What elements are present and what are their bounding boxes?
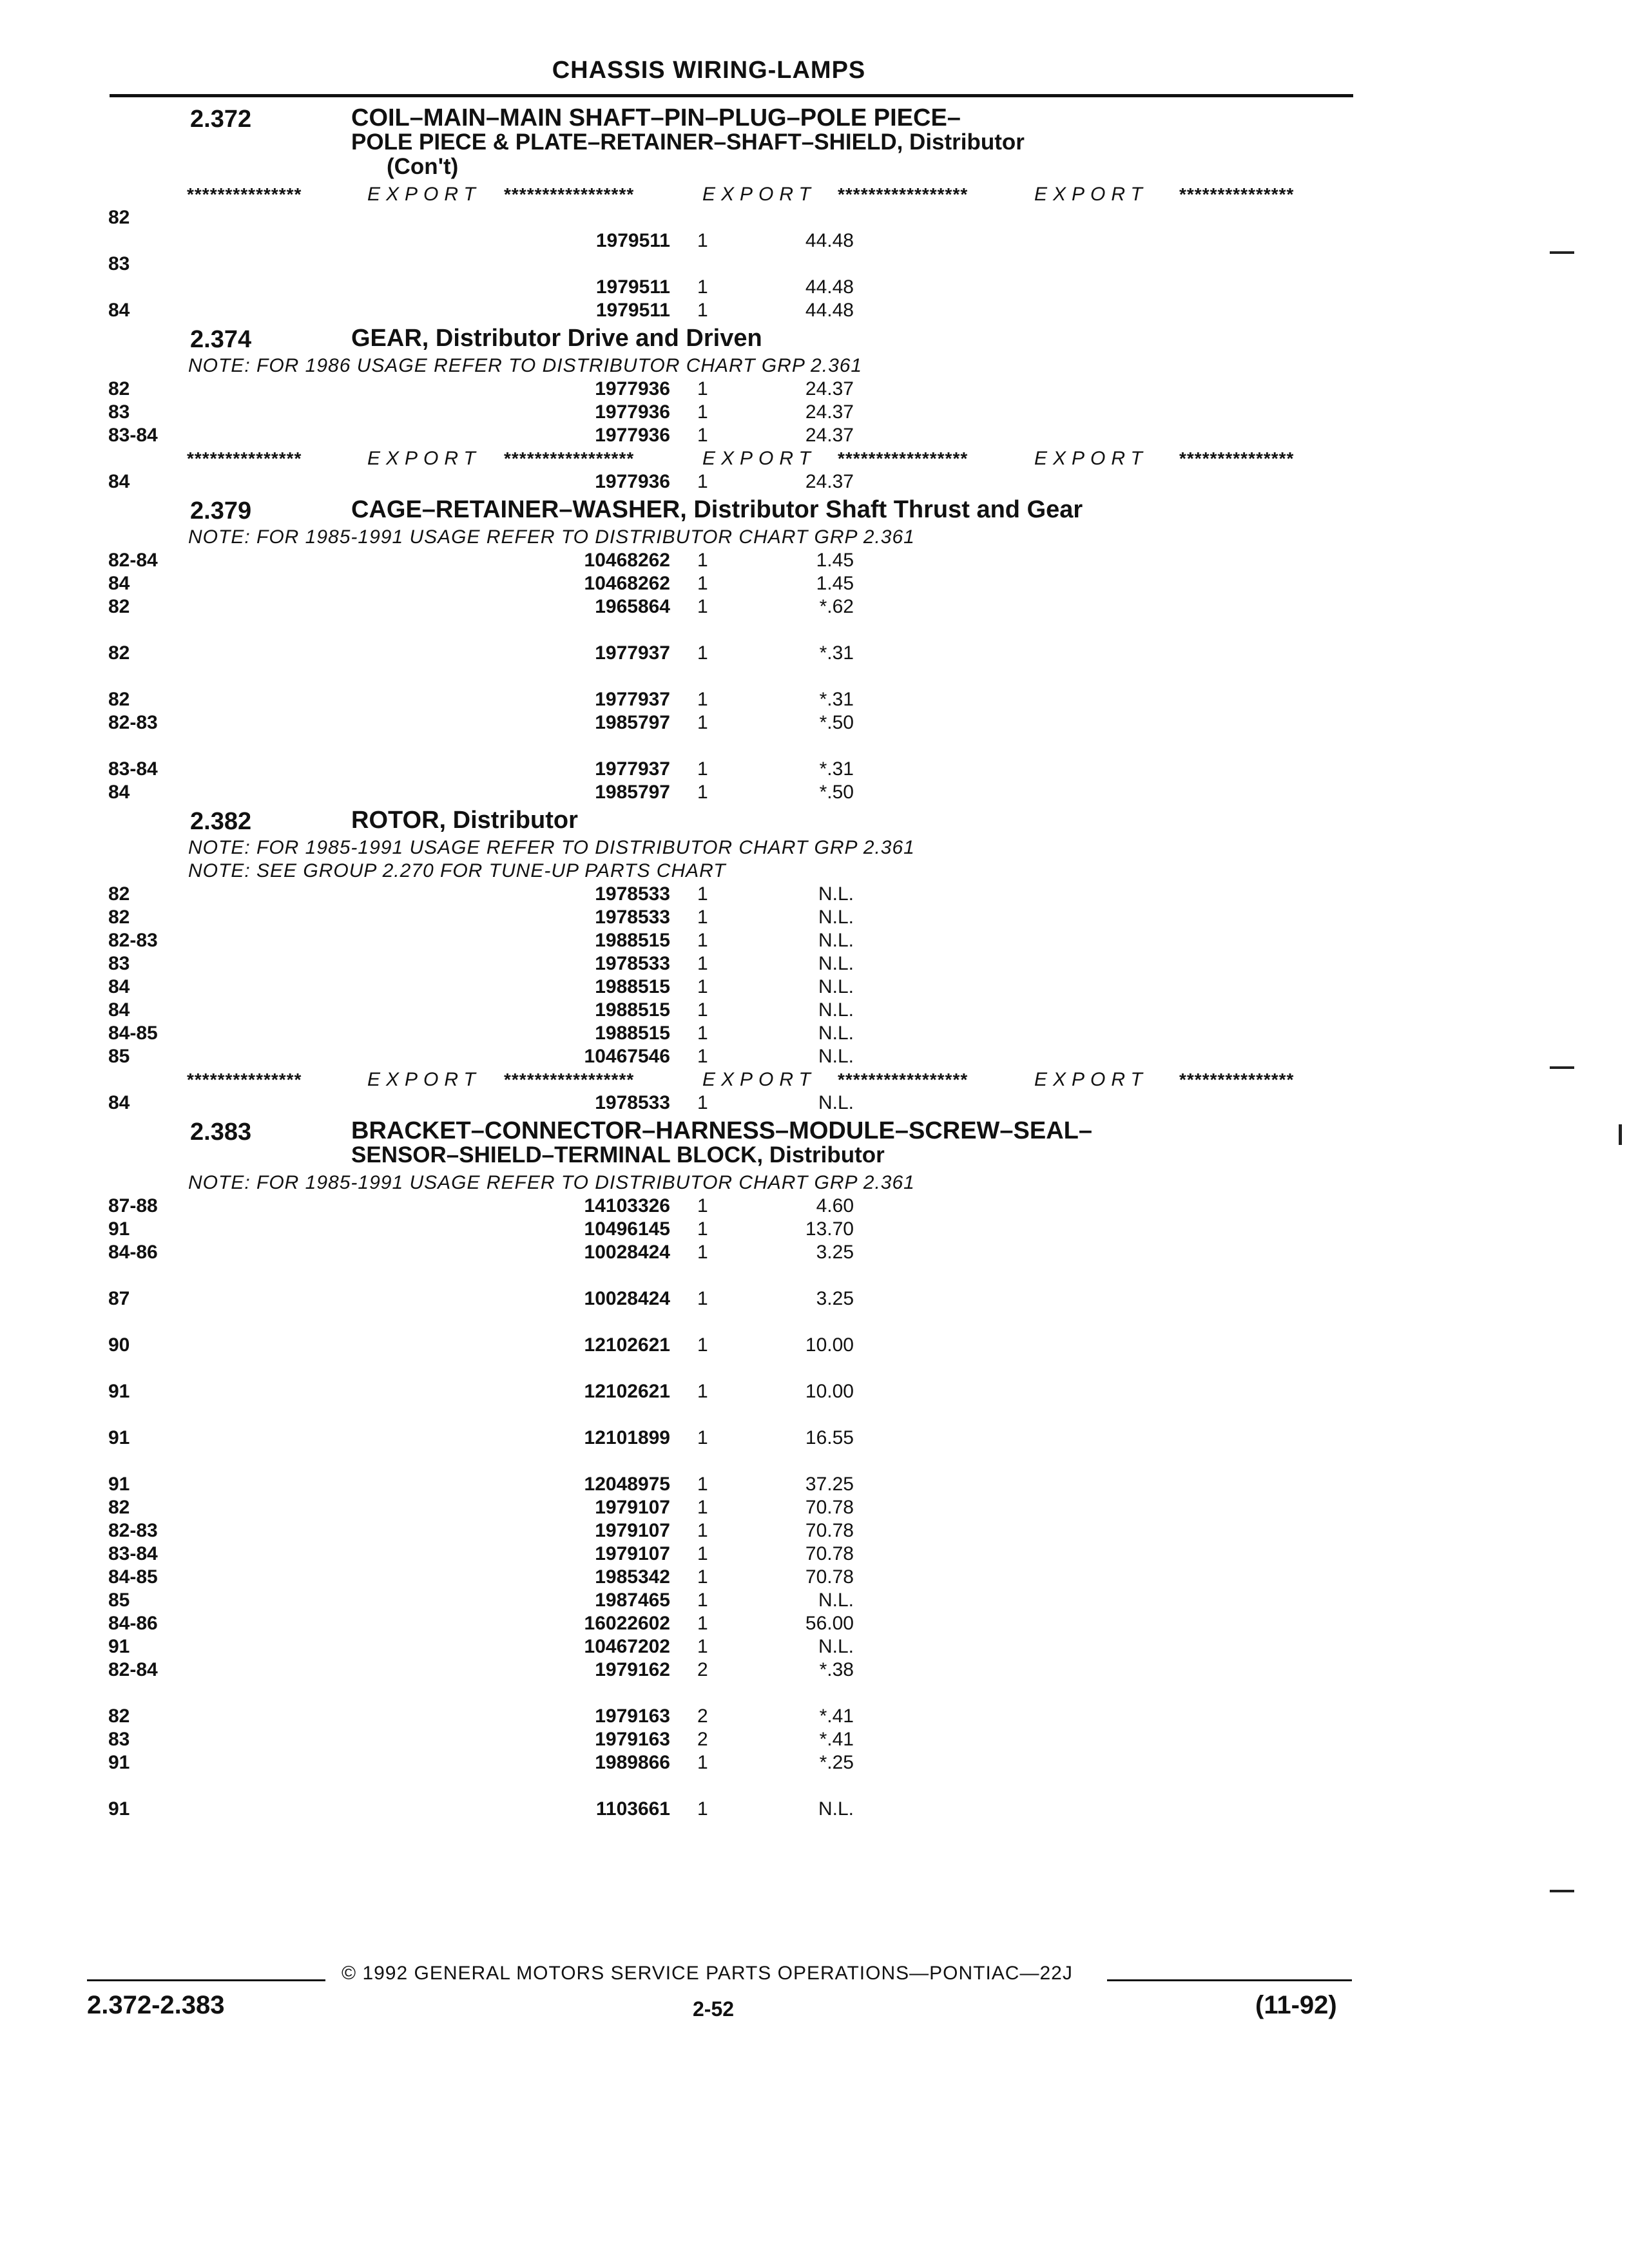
- part-number: 1977937: [595, 689, 670, 710]
- footer-section-range: 2.372-2.383: [87, 1991, 225, 2019]
- model-year: 82-83: [108, 930, 158, 951]
- price: *.31: [819, 758, 854, 780]
- margin-mark: [1550, 251, 1574, 254]
- price: 56.00: [805, 1613, 854, 1634]
- price: *.41: [819, 1729, 854, 1750]
- part-row: [0, 1091, 1629, 1115]
- part-number: 1977936: [595, 471, 670, 492]
- part-row: [0, 595, 1629, 642]
- quantity: 1: [697, 573, 708, 594]
- model-year: 82-83: [108, 712, 158, 733]
- price: N.L.: [818, 1636, 854, 1657]
- export-label: EXPORT: [1034, 184, 1148, 205]
- price: 44.48: [805, 276, 854, 298]
- model-year: 82: [108, 378, 130, 399]
- quantity: 1: [697, 1218, 708, 1240]
- part-row: [0, 253, 1629, 299]
- price: 4.60: [816, 1195, 854, 1216]
- part-row: [0, 758, 1629, 781]
- export-label: EXPORT: [367, 448, 481, 469]
- quantity: 1: [697, 425, 708, 446]
- model-year: 91: [108, 1427, 130, 1448]
- section-title-line: COIL–MAIN–MAIN SHAFT–PIN–PLUG–POLE PIECE–: [351, 104, 961, 131]
- part-number: 1988515: [595, 976, 670, 997]
- part-number: 1979163: [595, 1706, 670, 1727]
- part-row: [0, 1635, 1629, 1658]
- model-year: 87-88: [108, 1195, 158, 1216]
- part-number: 1979511: [595, 276, 670, 298]
- export-divider: [0, 183, 1629, 206]
- quantity: 1: [697, 1798, 708, 1820]
- part-number: 1978533: [595, 883, 670, 905]
- part-number: 1979107: [595, 1497, 670, 1518]
- quantity: 1: [697, 1381, 708, 1402]
- part-row: [0, 883, 1629, 906]
- model-year: 82: [108, 642, 130, 664]
- model-year: 85: [108, 1046, 130, 1067]
- quantity: 1: [697, 999, 708, 1021]
- part-number: 16022602: [584, 1613, 670, 1634]
- price: 13.70: [805, 1218, 854, 1240]
- part-number: 10468262: [584, 550, 670, 571]
- price: 3.25: [816, 1242, 854, 1263]
- price: *.41: [819, 1706, 854, 1727]
- part-row: [0, 906, 1629, 929]
- footer-rule-right: [1107, 1979, 1352, 1981]
- header-rule: [110, 94, 1353, 97]
- price: 70.78: [805, 1543, 854, 1564]
- part-row: [0, 299, 1629, 322]
- quantity: 1: [697, 1752, 708, 1773]
- quantity: 1: [697, 758, 708, 780]
- part-number: 12102621: [584, 1381, 670, 1402]
- part-number: 1977936: [595, 425, 670, 446]
- price: 10.00: [805, 1381, 854, 1402]
- price: N.L.: [818, 883, 854, 905]
- section-header: [0, 106, 1629, 183]
- quantity: 1: [697, 550, 708, 571]
- price: *.25: [819, 1752, 854, 1773]
- part-row: [0, 1427, 1629, 1473]
- asterisk-rule: ***************: [187, 1070, 302, 1090]
- price: *.31: [819, 689, 854, 710]
- quantity: 1: [697, 1242, 708, 1263]
- part-row: [0, 1473, 1629, 1496]
- price: N.L.: [818, 976, 854, 997]
- model-year: 84-85: [108, 1023, 158, 1044]
- quantity: 1: [697, 1195, 708, 1216]
- price: 70.78: [805, 1520, 854, 1541]
- part-number: 1988515: [595, 1023, 670, 1044]
- part-row: [0, 1566, 1629, 1589]
- price: 24.37: [805, 401, 854, 423]
- part-row: [0, 999, 1629, 1022]
- section-title: [351, 1119, 1382, 1168]
- quantity: 1: [697, 1427, 708, 1448]
- quantity: 1: [697, 1046, 708, 1067]
- part-number: 1978533: [595, 907, 670, 928]
- price: N.L.: [818, 1798, 854, 1820]
- quantity: 1: [697, 276, 708, 298]
- asterisk-rule: *****************: [504, 448, 635, 468]
- model-year: 84: [108, 782, 130, 803]
- export-label: EXPORT: [702, 184, 816, 205]
- part-number: 1988515: [595, 999, 670, 1021]
- part-number: 1103661: [595, 1798, 670, 1820]
- part-row: [0, 470, 1629, 494]
- price: N.L.: [818, 930, 854, 951]
- quantity: 1: [697, 596, 708, 617]
- part-row: [0, 401, 1629, 424]
- part-row: [0, 1022, 1629, 1045]
- price: 70.78: [805, 1566, 854, 1588]
- part-number: 1979163: [595, 1729, 670, 1750]
- model-year: 91: [108, 1752, 130, 1773]
- quantity: 1: [697, 642, 708, 664]
- model-year: 91: [108, 1636, 130, 1657]
- quantity: 1: [697, 471, 708, 492]
- section-number: 2.383: [190, 1119, 252, 1146]
- export-divider: [0, 1068, 1629, 1091]
- section-title-line: (Con't): [387, 154, 459, 179]
- price: 24.37: [805, 471, 854, 492]
- part-row: [0, 688, 1629, 711]
- price: *.38: [819, 1659, 854, 1680]
- part-row: [0, 1728, 1629, 1751]
- usage-note: NOTE: FOR 1985-1991 USAGE REFER TO DISTRIBUTOR CHART GRP 2.361: [188, 526, 915, 548]
- quantity: 2: [697, 1706, 708, 1727]
- price: N.L.: [818, 999, 854, 1021]
- part-number: 1979511: [595, 230, 670, 251]
- model-year: 82: [108, 689, 130, 710]
- part-number: 14103326: [584, 1195, 670, 1216]
- price: 16.55: [805, 1427, 854, 1448]
- part-number: 12101899: [584, 1427, 670, 1448]
- model-year: 84: [108, 1092, 130, 1113]
- quantity: 1: [697, 1590, 708, 1611]
- usage-note: NOTE: FOR 1985-1991 USAGE REFER TO DISTRIBUTOR CHART GRP 2.361: [188, 1172, 915, 1193]
- export-label: EXPORT: [702, 1069, 816, 1090]
- part-number: 1977936: [595, 378, 670, 399]
- quantity: 1: [697, 1636, 708, 1657]
- price: 44.48: [805, 300, 854, 321]
- model-year: 82-83: [108, 1520, 158, 1541]
- quantity: 1: [697, 300, 708, 321]
- asterisk-rule: ***************: [1179, 184, 1295, 204]
- part-number: 1977936: [595, 401, 670, 423]
- part-number: 1979162: [595, 1659, 670, 1680]
- part-row: [0, 1045, 1629, 1068]
- model-year: 82: [108, 1497, 130, 1518]
- model-year: 91: [108, 1798, 130, 1820]
- price: N.L.: [818, 1046, 854, 1067]
- model-year: 84: [108, 573, 130, 594]
- price: 1.45: [816, 550, 854, 571]
- footer-date-code: (11-92): [1255, 1991, 1337, 2019]
- quantity: 1: [697, 712, 708, 733]
- model-year: 83: [108, 953, 130, 974]
- quantity: 1: [697, 883, 708, 905]
- model-year: 84: [108, 471, 130, 492]
- part-row: [0, 711, 1629, 758]
- model-year: 83-84: [108, 1543, 158, 1564]
- price: 3.25: [816, 1288, 854, 1309]
- page-title: CHASSIS WIRING-LAMPS: [552, 57, 866, 84]
- model-year: 82: [108, 1706, 130, 1727]
- part-number: 1985797: [595, 782, 670, 803]
- section-header: [0, 808, 1629, 836]
- section-number: 2.374: [190, 326, 252, 353]
- model-year: 91: [108, 1381, 130, 1402]
- footer-copyright: © 1992 GENERAL MOTORS SERVICE PARTS OPERATIONS—PONTIAC—22J: [342, 1963, 1073, 1984]
- price: N.L.: [818, 1092, 854, 1113]
- part-number: 12048975: [584, 1474, 670, 1495]
- section-title-line: GEAR, Distributor Drive and Driven: [351, 325, 762, 352]
- quantity: 1: [697, 976, 708, 997]
- usage-note: NOTE: FOR 1985-1991 USAGE REFER TO DISTRIBUTOR CHART GRP 2.361: [188, 837, 915, 858]
- footer-page-number: 2-52: [693, 1997, 735, 2021]
- export-divider: [0, 447, 1629, 470]
- price: 44.48: [805, 230, 854, 251]
- export-label: EXPORT: [1034, 1069, 1148, 1090]
- quantity: 1: [697, 953, 708, 974]
- part-row: [0, 1195, 1629, 1218]
- part-row: [0, 781, 1629, 804]
- part-row: [0, 1658, 1629, 1705]
- part-row: [0, 642, 1629, 688]
- price: *.50: [819, 782, 854, 803]
- footer-rule-left: [87, 1979, 325, 1981]
- price: N.L.: [818, 1590, 854, 1611]
- asterisk-rule: *****************: [838, 448, 969, 468]
- part-row: [0, 424, 1629, 447]
- part-number: 1977937: [595, 758, 670, 780]
- quantity: 1: [697, 782, 708, 803]
- price: 24.37: [805, 425, 854, 446]
- asterisk-rule: ***************: [1179, 448, 1295, 468]
- usage-note: NOTE: FOR 1986 USAGE REFER TO DISTRIBUTOR CHART GRP 2.361: [188, 355, 863, 376]
- part-number: 1978533: [595, 1092, 670, 1113]
- section-number: 2.372: [190, 106, 252, 133]
- part-row: [0, 1496, 1629, 1519]
- section-title-line: POLE PIECE & PLATE–RETAINER–SHAFT–SHIELD, Distributor: [351, 130, 1025, 155]
- asterisk-rule: *****************: [838, 1070, 969, 1090]
- quantity: 1: [697, 1474, 708, 1495]
- export-label: EXPORT: [702, 448, 816, 469]
- margin-mark: [1550, 1066, 1574, 1069]
- quantity: 1: [697, 1566, 708, 1588]
- quantity: 1: [697, 1288, 708, 1309]
- section-header: [0, 1119, 1629, 1171]
- model-year: 82: [108, 596, 130, 617]
- parts-listing: [0, 102, 1629, 1821]
- part-row: [0, 1218, 1629, 1241]
- quantity: 1: [697, 1543, 708, 1564]
- model-year: 90: [108, 1334, 130, 1356]
- asterisk-rule: ***************: [187, 184, 302, 204]
- part-number: 1985797: [595, 712, 670, 733]
- usage-note: NOTE: SEE GROUP 2.270 FOR TUNE-UP PARTS CHART: [188, 860, 726, 881]
- part-number: 1965864: [595, 596, 670, 617]
- part-row: [0, 1542, 1629, 1566]
- model-year: 83-84: [108, 425, 158, 446]
- quantity: 2: [697, 1729, 708, 1750]
- price: 24.37: [805, 378, 854, 399]
- asterisk-rule: ***************: [187, 448, 302, 468]
- price: *.31: [819, 642, 854, 664]
- section-header: [0, 497, 1629, 526]
- part-number: 10028424: [584, 1288, 670, 1309]
- section-title-line: SENSOR–SHIELD–TERMINAL BLOCK, Distributor: [351, 1142, 885, 1168]
- quantity: 1: [697, 378, 708, 399]
- quantity: 1: [697, 689, 708, 710]
- model-year: 83-84: [108, 758, 158, 780]
- part-number: 10496145: [584, 1218, 670, 1240]
- part-row: [0, 929, 1629, 952]
- model-year: 84-85: [108, 1566, 158, 1588]
- quantity: 1: [697, 1520, 708, 1541]
- model-year: 83: [108, 401, 130, 423]
- model-year: 84: [108, 976, 130, 997]
- model-year: 84: [108, 999, 130, 1021]
- part-number: 10467202: [584, 1636, 670, 1657]
- part-number: 10467546: [584, 1046, 670, 1067]
- part-number: 1977937: [595, 642, 670, 664]
- part-number: 10028424: [584, 1242, 670, 1263]
- price: *.50: [819, 712, 854, 733]
- quantity: 1: [697, 1497, 708, 1518]
- part-row: [0, 952, 1629, 975]
- section-header: [0, 326, 1629, 354]
- section-title-line: BRACKET–CONNECTOR–HARNESS–MODULE–SCREW–SEAL–: [351, 1117, 1093, 1144]
- model-year: 84-86: [108, 1242, 158, 1263]
- part-number: 1985342: [595, 1566, 670, 1588]
- export-label: EXPORT: [367, 1069, 481, 1090]
- part-number: 1988515: [595, 930, 670, 951]
- part-number: 1978533: [595, 953, 670, 974]
- price: N.L.: [818, 1023, 854, 1044]
- model-year: 84-86: [108, 1613, 158, 1634]
- quantity: 1: [697, 401, 708, 423]
- price: 10.00: [805, 1334, 854, 1356]
- part-row: [0, 549, 1629, 572]
- export-label: EXPORT: [367, 184, 481, 205]
- part-row: [0, 1519, 1629, 1542]
- part-row: [0, 572, 1629, 595]
- quantity: 1: [697, 930, 708, 951]
- section-title: [351, 326, 1382, 351]
- asterisk-rule: *****************: [504, 1070, 635, 1090]
- section-title-line: ROTOR, Distributor: [351, 807, 578, 834]
- model-year: 82-84: [108, 550, 158, 571]
- price: N.L.: [818, 953, 854, 974]
- model-year: 83: [108, 253, 130, 274]
- section-number: 2.382: [190, 808, 252, 835]
- part-number: 1979107: [595, 1543, 670, 1564]
- section-title: [351, 497, 1382, 522]
- quantity: 1: [697, 1092, 708, 1113]
- price: *.62: [819, 596, 854, 617]
- price: N.L.: [818, 907, 854, 928]
- part-row: [0, 1705, 1629, 1728]
- part-row: [0, 1798, 1629, 1821]
- part-row: [0, 975, 1629, 999]
- quantity: 2: [697, 1659, 708, 1680]
- model-year: 82: [108, 207, 130, 228]
- quantity: 1: [697, 1023, 708, 1044]
- part-number: 1979511: [595, 300, 670, 321]
- model-year: 83: [108, 1729, 130, 1750]
- model-year: 82-84: [108, 1659, 158, 1680]
- part-row: [0, 1287, 1629, 1334]
- part-row: [0, 1612, 1629, 1635]
- section-title-line: CAGE–RETAINER–WASHER, Distributor Shaft Thrust and Gear: [351, 496, 1083, 523]
- quantity: 1: [697, 1613, 708, 1634]
- part-number: 12102621: [584, 1334, 670, 1356]
- quantity: 1: [697, 907, 708, 928]
- part-number: 1989866: [595, 1752, 670, 1773]
- part-number: 1979107: [595, 1520, 670, 1541]
- model-year: 85: [108, 1590, 130, 1611]
- section-title: [351, 808, 1382, 832]
- model-year: 82: [108, 883, 130, 905]
- model-year: 82: [108, 907, 130, 928]
- price: 37.25: [805, 1474, 854, 1495]
- export-label: EXPORT: [1034, 448, 1148, 469]
- part-number: 10468262: [584, 573, 670, 594]
- asterisk-rule: *****************: [838, 184, 969, 204]
- part-row: [0, 1751, 1629, 1798]
- price: 1.45: [816, 573, 854, 594]
- part-row: [0, 1241, 1629, 1287]
- quantity: 1: [697, 1334, 708, 1356]
- margin-bracket: [1619, 1124, 1622, 1145]
- model-year: 91: [108, 1474, 130, 1495]
- margin-mark: [1550, 1890, 1574, 1892]
- part-row: [0, 1589, 1629, 1612]
- quantity: 1: [697, 230, 708, 251]
- section-number: 2.379: [190, 497, 252, 524]
- model-year: 87: [108, 1288, 130, 1309]
- price: 70.78: [805, 1497, 854, 1518]
- part-row: [0, 378, 1629, 401]
- part-row: [0, 1334, 1629, 1380]
- asterisk-rule: ***************: [1179, 1070, 1295, 1090]
- asterisk-rule: *****************: [504, 184, 635, 204]
- part-row: [0, 1380, 1629, 1427]
- model-year: 91: [108, 1218, 130, 1240]
- part-number: 1987465: [595, 1590, 670, 1611]
- model-year: 84: [108, 300, 130, 321]
- part-row: [0, 206, 1629, 253]
- section-title: [351, 106, 1382, 179]
